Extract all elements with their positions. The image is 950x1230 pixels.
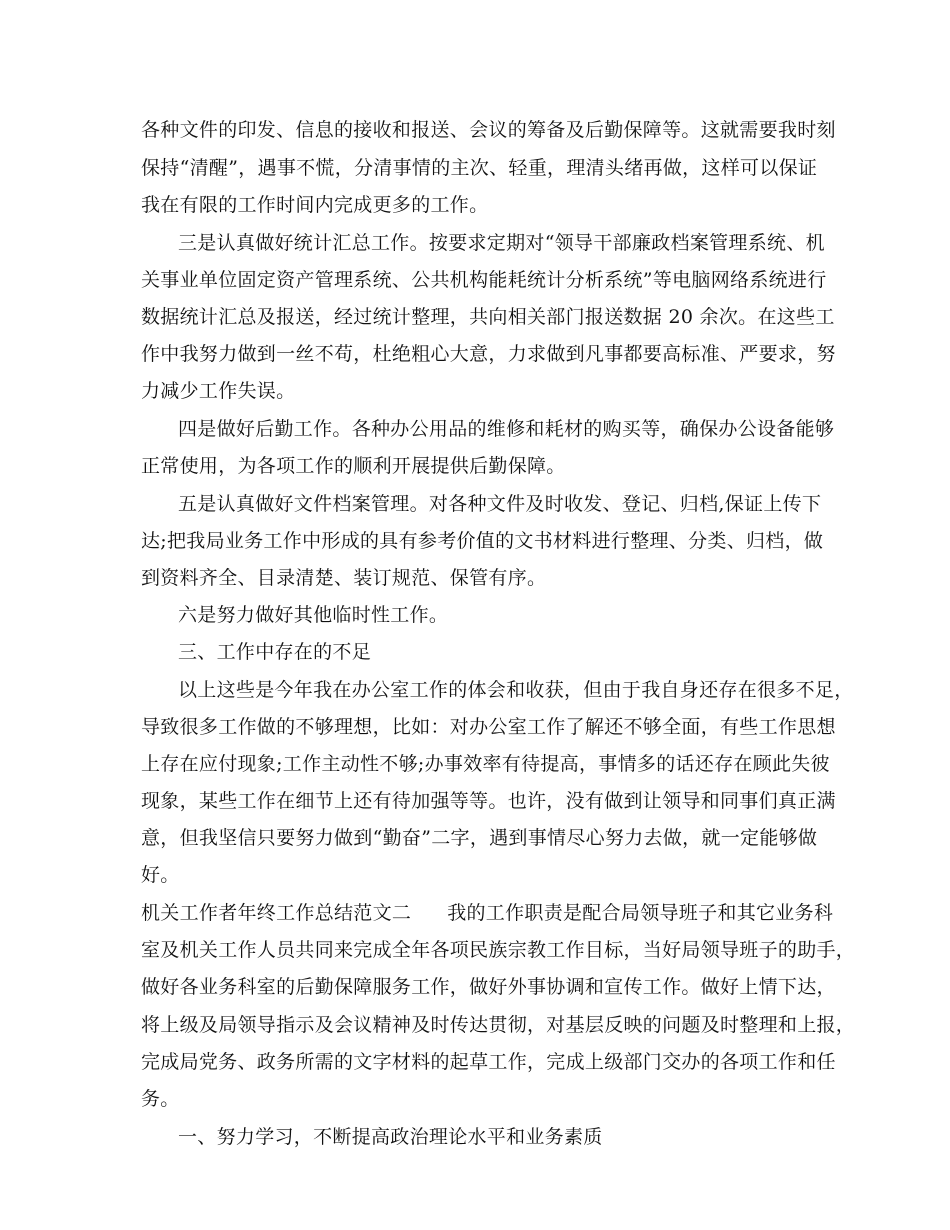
paragraph-line: 正常使用，为各项工作的顺利开展提供后勤保障。 [141, 455, 566, 477]
paragraph-line: 数据统计汇总及报送，经过统计整理，共向相关部门报送数据 20 余次。在这些工 [141, 306, 835, 328]
paragraph-line: 保持“清醒”，遇事不慌，分清事情的主次、轻重，理清头绪再做，这样可以保证 [141, 157, 818, 179]
paragraph-line: 将上级及局领导指示及会议精神及时传达贯彻，对基层反映的问题及时整理和上报， [141, 1014, 856, 1036]
paragraph-line: 好。 [141, 864, 180, 886]
paragraph-line: 现象，某些工作在细节上还有待加强等等。也许，没有做到让领导和同事们真正满 [141, 790, 836, 812]
paragraph-line: 到资料齐全、目录清楚、装订规范、保管有序。 [141, 567, 547, 589]
article-title-line [141, 901, 834, 925]
paragraph-line: 力减少工作失误。 [141, 380, 296, 402]
paragraph-line: 导致很多工作做的不够理想，比如：对办公室工作了解还不够全面，有些工作思想 [141, 716, 836, 738]
paragraph-line: 六是努力做好其他临时性工作。 [178, 604, 449, 626]
paragraph-line: 三是认真做好统计汇总工作。按要求定期对“领导干部廉政档案管理系统、机 [178, 232, 825, 254]
paragraph-line: 四是做好后勤工作。各种办公用品的维修和耗材的购买等，确保办公设备能够 [178, 418, 835, 440]
article-title: 机关工作者年终工作总结范文二 [141, 902, 412, 924]
paragraph-line: 五是认真做好文件档案管理。对各种文件及时收发、登记、归档,保证上传下 [178, 493, 822, 515]
section-heading: 一、努力学习，不断提高政治理论水平和业务素质 [178, 1126, 603, 1148]
paragraph-line: 室及机关工作人员共同来完成全年各项民族宗教工作目标，当好局领导班子的助手， [141, 939, 856, 961]
paragraph-line: 做好各业务科室的后勤保障服务工作，做好外事协调和宣传工作。做好上情下达， [141, 976, 836, 998]
paragraph-line: 以上这些是今年我在办公室工作的体会和收获，但由于我自身还存在很多不足， [178, 679, 854, 701]
paragraph-line: 关事业单位固定资产管理系统、公共机构能耗统计分析系统”等电脑网络系统进行 [141, 269, 827, 291]
paragraph-line: 达;把我局业务工作中形成的具有参考价值的文书材料进行整理、分类、归档，做 [141, 530, 824, 552]
paragraph-line: 务。 [141, 1088, 180, 1110]
section-heading: 三、工作中存在的不足 [178, 641, 372, 663]
paragraph-line: 上存在应付现象;工作主动性不够;办事效率有待提高，事情多的话还存在顾此失彼 [141, 753, 830, 775]
paragraph-line: 我在有限的工作时间内完成更多的工作。 [141, 194, 489, 216]
paragraph-line: 意，但我坚信只要努力做到“勤奋”二字，遇到事情尽心努力去做，就一定能够做 [141, 827, 818, 849]
paragraph-line: 各种文件的印发、信息的接收和报送、会议的筹备及后勤保障等。这就需要我时刻 [141, 119, 836, 141]
paragraph-line: 我的工作职责是配合局领导班子和其它业务科 [447, 902, 834, 924]
paragraph-line: 作中我努力做到一丝不苟，杜绝粗心大意，力求做到凡事都要高标准、严要求，努 [141, 343, 836, 365]
paragraph-line: 完成局党务、政务所需的文字材料的起草工作，完成上级部门交办的各项工作和任 [141, 1051, 836, 1073]
